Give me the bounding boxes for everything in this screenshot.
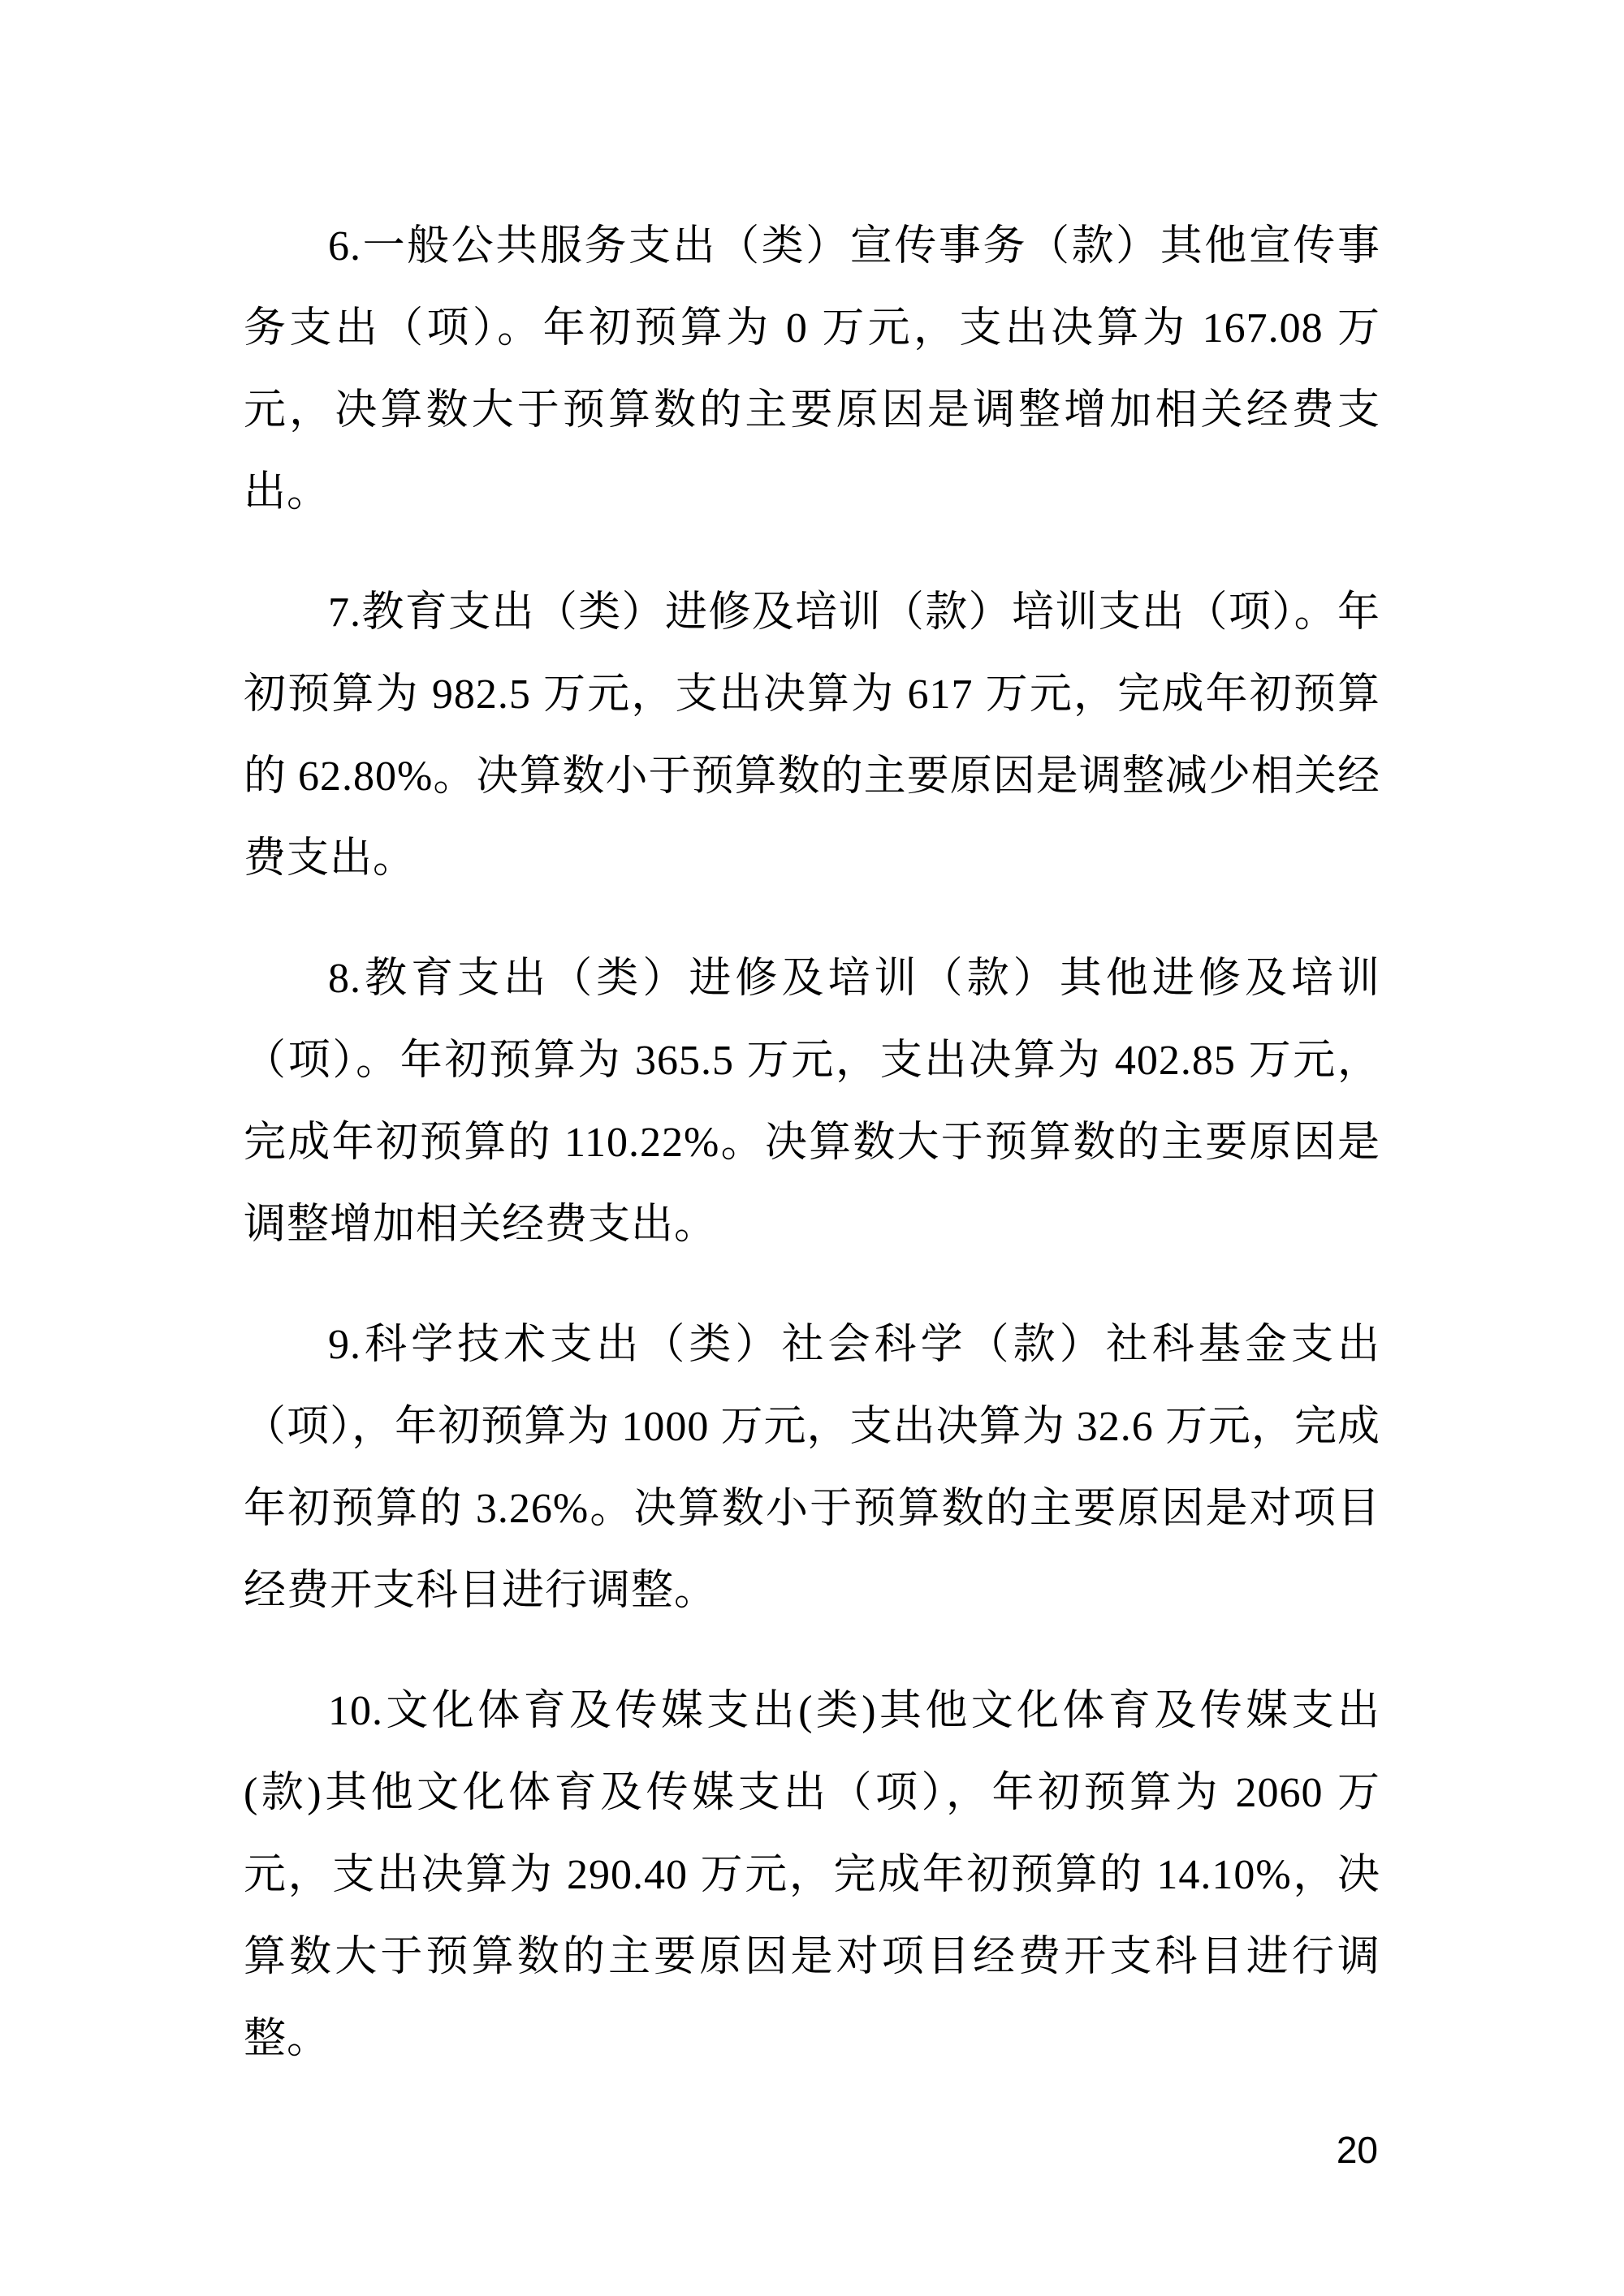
paragraph-item-9: 9.科学技术支出（类）社会科学（款）社科基金支出（项），年初预算为 1000 万元，支出决算为 32.6 万元，完成年初预算的 3.26%。决算数小于预算数的主要原因是对项目经费开支科目进行调整。 xyxy=(244,1322,1380,1614)
document-body xyxy=(244,205,1380,2080)
paragraph-item-10: 10.文化体育及传媒支出(类)其他文化体育及传媒支出(款)其他文化体育及传媒支出（项），年初预算为 2060 万元，支出决算为 290.40 万元，完成年初预算的 14.10%，决算数大于预算数的主要原因是对项目经费开支科目进行调整。 xyxy=(244,1688,1380,2062)
paragraph-item-7: 7.教育支出（类）进修及培训（款）培训支出（项）。年初预算为 982.5 万元，支出决算为 617 万元，完成年初预算的 62.80%。决算数小于预算数的主要原因是调整减少相关经费支出。 xyxy=(244,589,1380,882)
paragraph-item-6: 6.一般公共服务支出（类）宣传事务（款）其他宣传事务支出（项）。年初预算为 0 万元，支出决算为 167.08 万元，决算数大于预算数的主要原因是调整增加相关经费支出。 xyxy=(244,223,1380,516)
paragraph-item-8: 8.教育支出（类）进修及培训（款）其他进修及培训（项）。年初预算为 365.5 万元，支出决算为 402.85 万元，完成年初预算的 110.22%。决算数大于预算数的主要原因是调整增加相关经费支出。 xyxy=(244,956,1380,1248)
page-number: 20 xyxy=(1336,2129,1378,2171)
